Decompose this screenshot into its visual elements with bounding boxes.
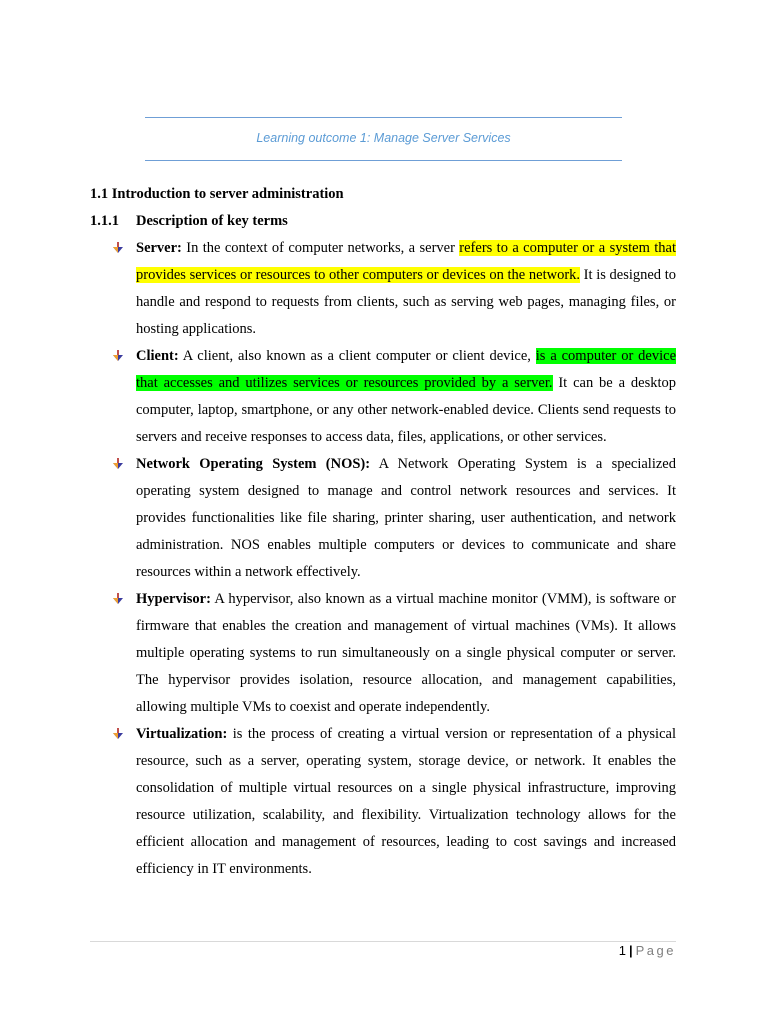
highlighted-text: refers to a computer or a system that provides services or resources to other computers or devices on the network. xyxy=(136,240,676,283)
footer-separator: | xyxy=(628,943,633,958)
term-text-pre: In the context of computer networks, a server xyxy=(181,240,460,256)
page-footer xyxy=(619,943,676,958)
term-text: is the process of creating a virtual version or representation of a physical resource, such as a server, operating system, storage device, or network. It enables the consolidation of multiple virtual resources on a single physical infrastructure, improving resource utilization, scalability, and flexibility. Virtualization technology allows for the efficient allocation and management of resources, leading to cost savings and increased efficiency in IT environments. xyxy=(136,726,676,877)
term-text: A hypervisor, also known as a virtual machine monitor (VMM), is software or firmware that enables the creation and management of virtual machines (VMs). It allows multiple operating systems to run simultaneously on a single physical computer or server. The hypervisor provides isolation, resource allocation, and management capabilities, allowing multiple VMs to coexist and operate independently. xyxy=(136,591,676,715)
term-label: Hypervisor: xyxy=(136,591,211,607)
page-header-title: Learning outcome 1: Manage Server Services xyxy=(256,131,511,145)
arrow-down-bullet-icon xyxy=(112,242,124,254)
subsection-heading xyxy=(90,213,288,230)
term-text-post: It is designed to handle and respond to requests from clients, such as serving web pages, managing files, or hosting applications. xyxy=(136,267,676,337)
list-item-nos xyxy=(112,451,676,586)
list-item-hypervisor xyxy=(112,586,676,721)
term-label: Client: xyxy=(136,348,179,364)
list-item-virtualization xyxy=(112,721,676,883)
arrow-down-bullet-icon xyxy=(112,350,124,362)
term-text-post: It can be a desktop computer, laptop, smartphone, or any other network-enabled device. Clients send requests to servers and receive responses to access data, files, applications, or other services. xyxy=(136,375,676,445)
key-terms-list xyxy=(112,235,676,883)
page-label: Page xyxy=(635,943,676,958)
highlighted-text: is a computer or device that accesses and utilizes services or resources provided by a server. xyxy=(136,348,677,391)
subsection-number: 1.1.1 xyxy=(90,213,119,229)
subsection-title: Description of key terms xyxy=(136,213,288,229)
arrow-down-bullet-icon xyxy=(112,728,124,740)
page-number: 1 xyxy=(618,943,626,958)
footer-rule xyxy=(90,941,676,942)
arrow-down-bullet-icon xyxy=(112,458,124,470)
term-text: A Network Operating System is a specialized operating system designed to manage and control network resources and services. It provides functionalities like file sharing, printer sharing, user authentication, and network administration. NOS enables multiple computers or devices to communicate and share resources within a network effectively. xyxy=(136,456,676,580)
header-top-rule xyxy=(145,117,622,118)
list-item-client xyxy=(112,343,676,451)
list-item-server xyxy=(112,235,676,343)
term-label: Network Operating System (NOS): xyxy=(136,456,371,472)
term-label: Server: xyxy=(136,240,182,256)
section-heading: 1.1 Introduction to server administration xyxy=(90,186,344,202)
term-text-pre: A client, also known as a client computer or client device, xyxy=(178,348,536,364)
term-label: Virtualization: xyxy=(136,726,228,742)
header-bottom-rule xyxy=(145,160,622,161)
arrow-down-bullet-icon xyxy=(112,593,124,605)
